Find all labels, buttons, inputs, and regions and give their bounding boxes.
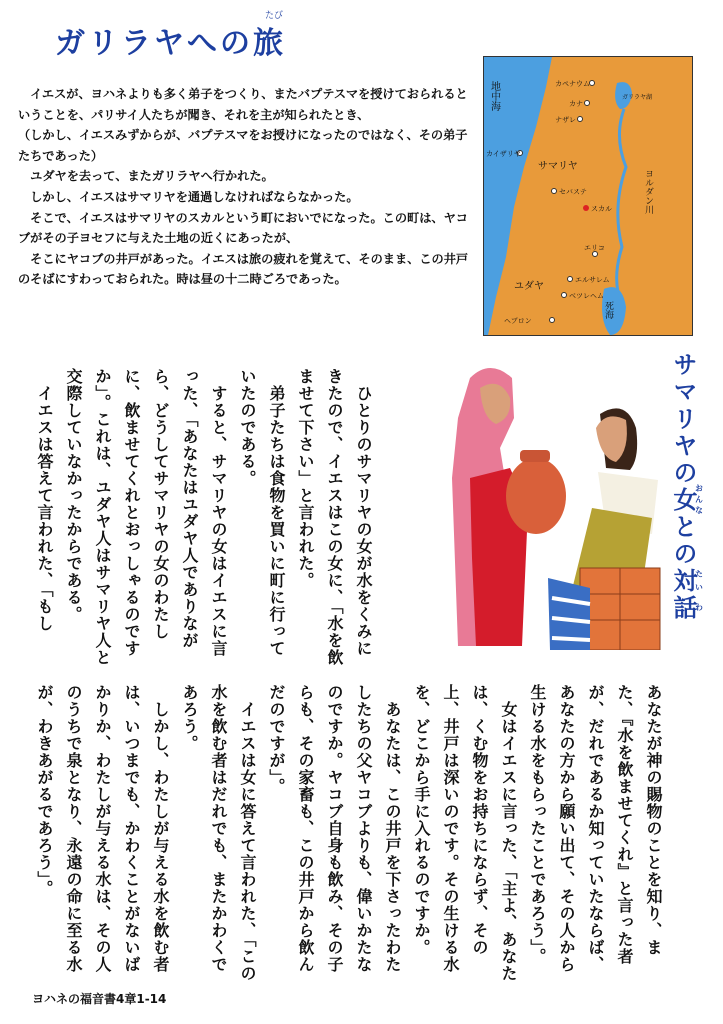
dialogue-paragraph: イエスは女に答えて言われた、「この水を飲む者はだれでも、またかわくであろう。 — [180, 684, 257, 982]
intro-line: （しかし、イエスみずからが、バプテスマをお授けになったのではなく、その弟子たちであった） — [18, 128, 468, 163]
map-jericho: エリコ — [584, 244, 605, 252]
illustration-woman-and-jesus — [430, 358, 668, 650]
map-bethlehem: ベツレヘム — [569, 292, 604, 300]
map-hebron: ヘブロン — [504, 317, 532, 325]
intro-line: そこで、イエスはサマリヤのスカルという町においでになった。この町は、ヤコブがその子ヨセフに与えた土地の近くにあったが、 — [18, 210, 468, 246]
section-title-part: 話わ — [669, 595, 704, 622]
section-title-part: 対たい — [669, 568, 704, 595]
map-samaria: サマリヤ — [538, 161, 578, 172]
map-galilee-lake: ガリラヤ湖 — [622, 94, 653, 101]
dialogue-top-text — [30, 368, 378, 668]
intro-text — [18, 84, 476, 290]
section-title-part: 女おんな — [669, 484, 704, 517]
map-dead-sea: 死海 — [603, 301, 613, 319]
map-sychar-dot — [583, 205, 589, 211]
map-judea: ユダヤ — [514, 281, 544, 292]
section-title — [666, 352, 703, 622]
map-nazareth: ナザレ — [555, 116, 576, 124]
intro-line: イエスが、ヨハネよりも多く弟子をつくり、またバプテスマを授けておられるということを、パリサイ人たちが聞き、それを主が知られたとき、 — [18, 87, 468, 122]
section-title-part: サマリヤの — [669, 352, 697, 487]
map-jordan: ヨルダン川 — [643, 169, 653, 214]
map-sebaste: セバステ — [559, 188, 587, 196]
section-title-part: との — [669, 514, 697, 568]
dialogue-paragraph: 弟子たちは食物を買いに町に行っていたのである。 — [238, 368, 286, 657]
map-jerusalem: エルサレム — [575, 276, 610, 284]
palestine-map — [483, 56, 693, 336]
dialogue-paragraph: 女はイエスに言った、「主よ、あなたは、くむ物をお持ちにならず、その上、井戸は深いのです。その生ける水を、どこから手に入れるのですか。 — [412, 684, 518, 982]
intro-line: そこにヤコブの井戸があった。イエスは旅の疲れを覚えて、そのまま、この井戸のそばにすわっておられた。時は昼の十二時ごろであった。 — [18, 251, 469, 287]
title-ruby: たび — [265, 11, 284, 21]
intro-line: ユダヤを去って、またガリラヤへ行かれた。 — [18, 169, 274, 184]
dialogue-paragraph: ひとりのサマリヤの女が水をくみにきたので、イエスはこの女に、「水を飲ませて下さい」と言われた。 — [296, 368, 373, 666]
dialogue-bottom-text — [30, 684, 668, 984]
map-sea-label: 地中海 — [488, 81, 500, 111]
dialogue-paragraph: あなたは、この井戸を下さったわたしたちの父ヤコブよりも、偉いかたなのですか。ヤコブ自身も飲み、その子らも、その家畜も、この井戸から飲んだのですが」。 — [267, 684, 402, 973]
map-caesarea: カイザリヤ — [486, 150, 521, 158]
map-cana: カナ — [569, 100, 583, 108]
map-capernaum: カペナウム — [555, 80, 590, 88]
dialogue-paragraph: すると、サマリヤの女はイエスに言った、「あなたはユダヤ人でありながら、どうしてサマリヤの女のわたしに、飲ませてくれとおっしゃるのですか」。これは、ユダヤ人はサマリヤ人と交際していなかったからである。 — [64, 368, 228, 666]
intro-line: しかし、イエスはサマリヤを通過しなければならなかった。 — [18, 189, 359, 204]
dialogue-paragraph: あなたが神の賜物のことを知り、また、『水を飲ませてくれ』と言った者が、だれであるか知っていたならば、あなたの方から願い出て、その人から生ける水をもらったことであろう」。 — [528, 684, 663, 973]
dialogue-paragraph: しかし、わたしが与える水を飲む者は、いつまでも、かわくことがないばかりか、わたしが与える水は、その人のうちで泉となり、永遠の命に至る水が、わきあがるであろう」。 — [35, 684, 170, 973]
page-title: ガリラヤへの旅 — [55, 26, 286, 61]
map-sychar: スカル — [591, 205, 612, 213]
dialogue-paragraph: イエスは答えて言われた、「もし — [35, 368, 54, 632]
scripture-reference: ヨハネの福音書4章1-14 — [32, 992, 167, 1006]
